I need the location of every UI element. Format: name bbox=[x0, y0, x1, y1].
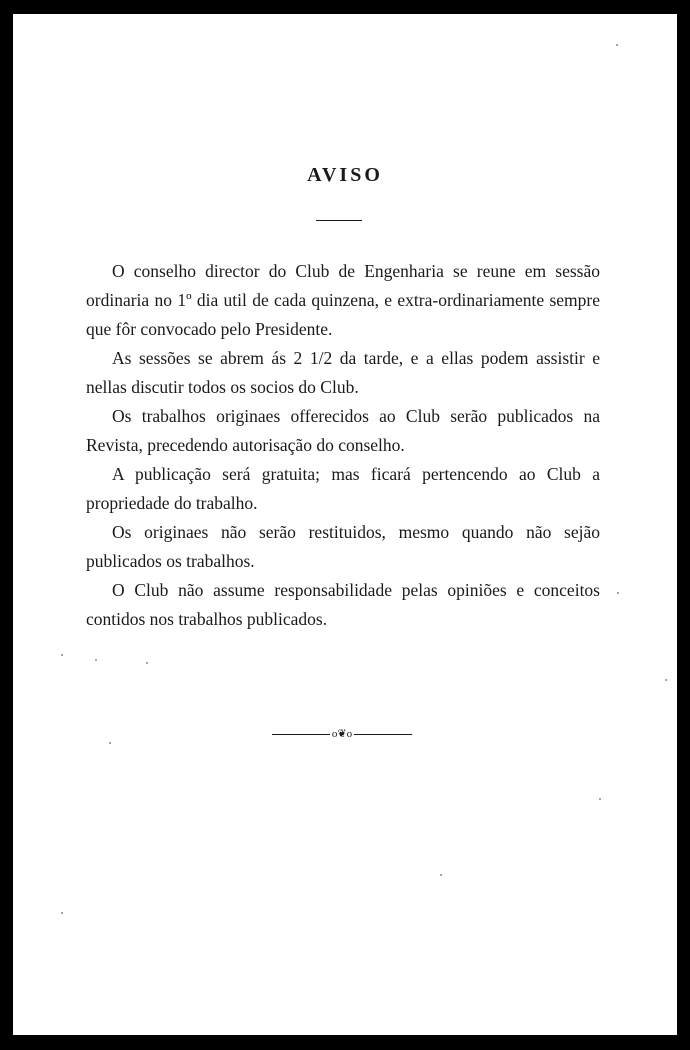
paragraph-sessions: As sessões se abrem ás 2 1/2 da tarde, e a ellas podem assistir e nellas discutir todos os socios do Club. bbox=[86, 348, 600, 397]
paper-speck bbox=[61, 654, 63, 656]
title-rule bbox=[316, 220, 362, 221]
ornament-line-left bbox=[272, 734, 330, 735]
end-ornament bbox=[272, 724, 412, 744]
paragraph-meetings: O conselho director do Club de Engenharia se reune em sessão ordinaria no 1º dia util de cada quinzena, e extra-ordinariamente sempre que fôr convocado pelo Presidente. bbox=[86, 261, 600, 339]
ornament-line-right bbox=[354, 734, 412, 735]
paper-speck bbox=[617, 592, 619, 594]
paper-speck bbox=[616, 44, 618, 46]
paragraph-publication: A publicação será gratuita; mas ficará pertencendo ao Club a propriedade do trabalho. bbox=[86, 464, 600, 513]
paper-speck bbox=[95, 659, 97, 661]
paragraph-responsibility: O Club não assume responsabilidade pelas opiniões e conceitos contidos nos trabalhos publicados. bbox=[86, 580, 600, 629]
paper-speck bbox=[61, 912, 63, 914]
ornament-flourish: o❦o bbox=[331, 727, 353, 740]
paper-speck bbox=[146, 662, 148, 664]
paper-speck bbox=[109, 742, 111, 744]
paper-speck bbox=[665, 679, 667, 681]
paper-speck bbox=[599, 798, 601, 800]
document-title: AVISO bbox=[307, 164, 383, 186]
notice-body bbox=[86, 257, 600, 634]
document-page bbox=[13, 14, 677, 1035]
paragraph-works: Os trabalhos originaes offerecidos ao Club serão publicados na Revista, precedendo autorisação do conselho. bbox=[86, 406, 600, 455]
paragraph-originals: Os originaes não serão restituidos, mesmo quando não sejão publicados os trabalhos. bbox=[86, 522, 600, 571]
paper-speck bbox=[440, 874, 442, 876]
